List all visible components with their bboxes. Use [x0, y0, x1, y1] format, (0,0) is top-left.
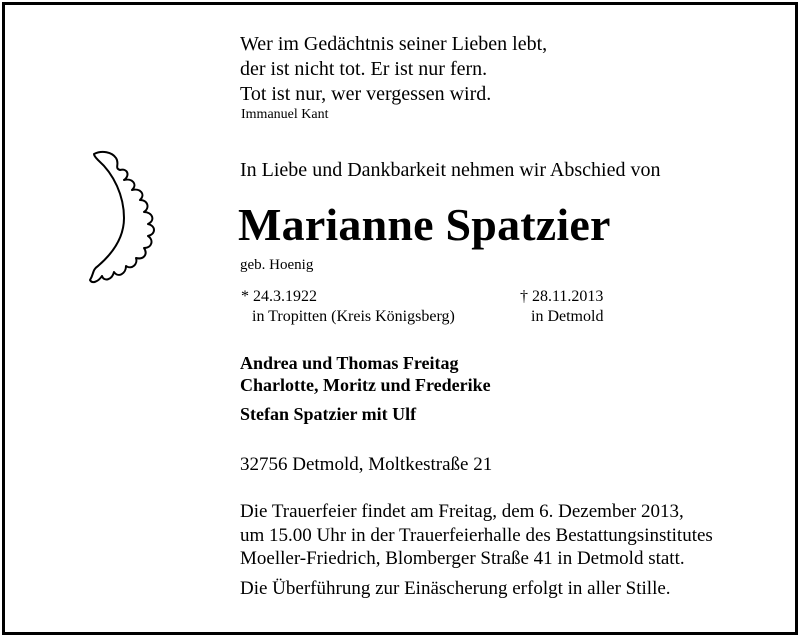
deceased-name: Marianne Spatzier	[238, 199, 611, 250]
quote-author: Immanuel Kant	[241, 107, 329, 122]
death-date: † 28.11.2013	[520, 288, 604, 305]
mourners-group-2: Stefan Spatzier mit Ulf	[240, 404, 417, 424]
birth-date: * 24.3.1922	[241, 288, 317, 305]
birth-place: in Tropitten (Kreis Königsberg)	[252, 308, 455, 325]
address: 32756 Detmold, Moltkestraße 21	[240, 454, 493, 475]
service-info	[240, 500, 713, 571]
birth-name: geb. Hoenig	[240, 257, 314, 273]
quote-line: Wer im Gedächtnis seiner Lieben lebt,	[240, 33, 548, 55]
birth-info	[241, 287, 455, 327]
death-info	[520, 287, 603, 327]
mourner-line: Charlotte, Moritz und Frederike	[240, 375, 491, 395]
intro-text: In Liebe und Dankbarkeit nehmen wir Abschied von	[240, 159, 661, 181]
quote-line: der ist nicht tot. Er ist nur fern.	[240, 58, 488, 80]
mourner-line: Andrea und Thomas Freitag	[240, 353, 459, 373]
mourners-group-1	[240, 352, 491, 396]
quote	[240, 32, 547, 107]
death-place: in Detmold	[531, 308, 604, 325]
quote-line: Tot ist nur, wer vergessen wird.	[240, 83, 492, 105]
service-line: Moeller-Friedrich, Blomberger Straße 41 in Detmold statt.	[240, 548, 685, 569]
crescent-leaf-icon	[84, 146, 180, 294]
service-line: um 15.00 Uhr in der Trauerfeierhalle des Bestattungsinstitutes	[240, 524, 713, 546]
service-line: Die Trauerfeier findet am Freitag, dem 6. Dezember 2013,	[240, 501, 684, 522]
final-note: Die Überführung zur Einäscherung erfolgt in aller Stille.	[240, 578, 671, 599]
